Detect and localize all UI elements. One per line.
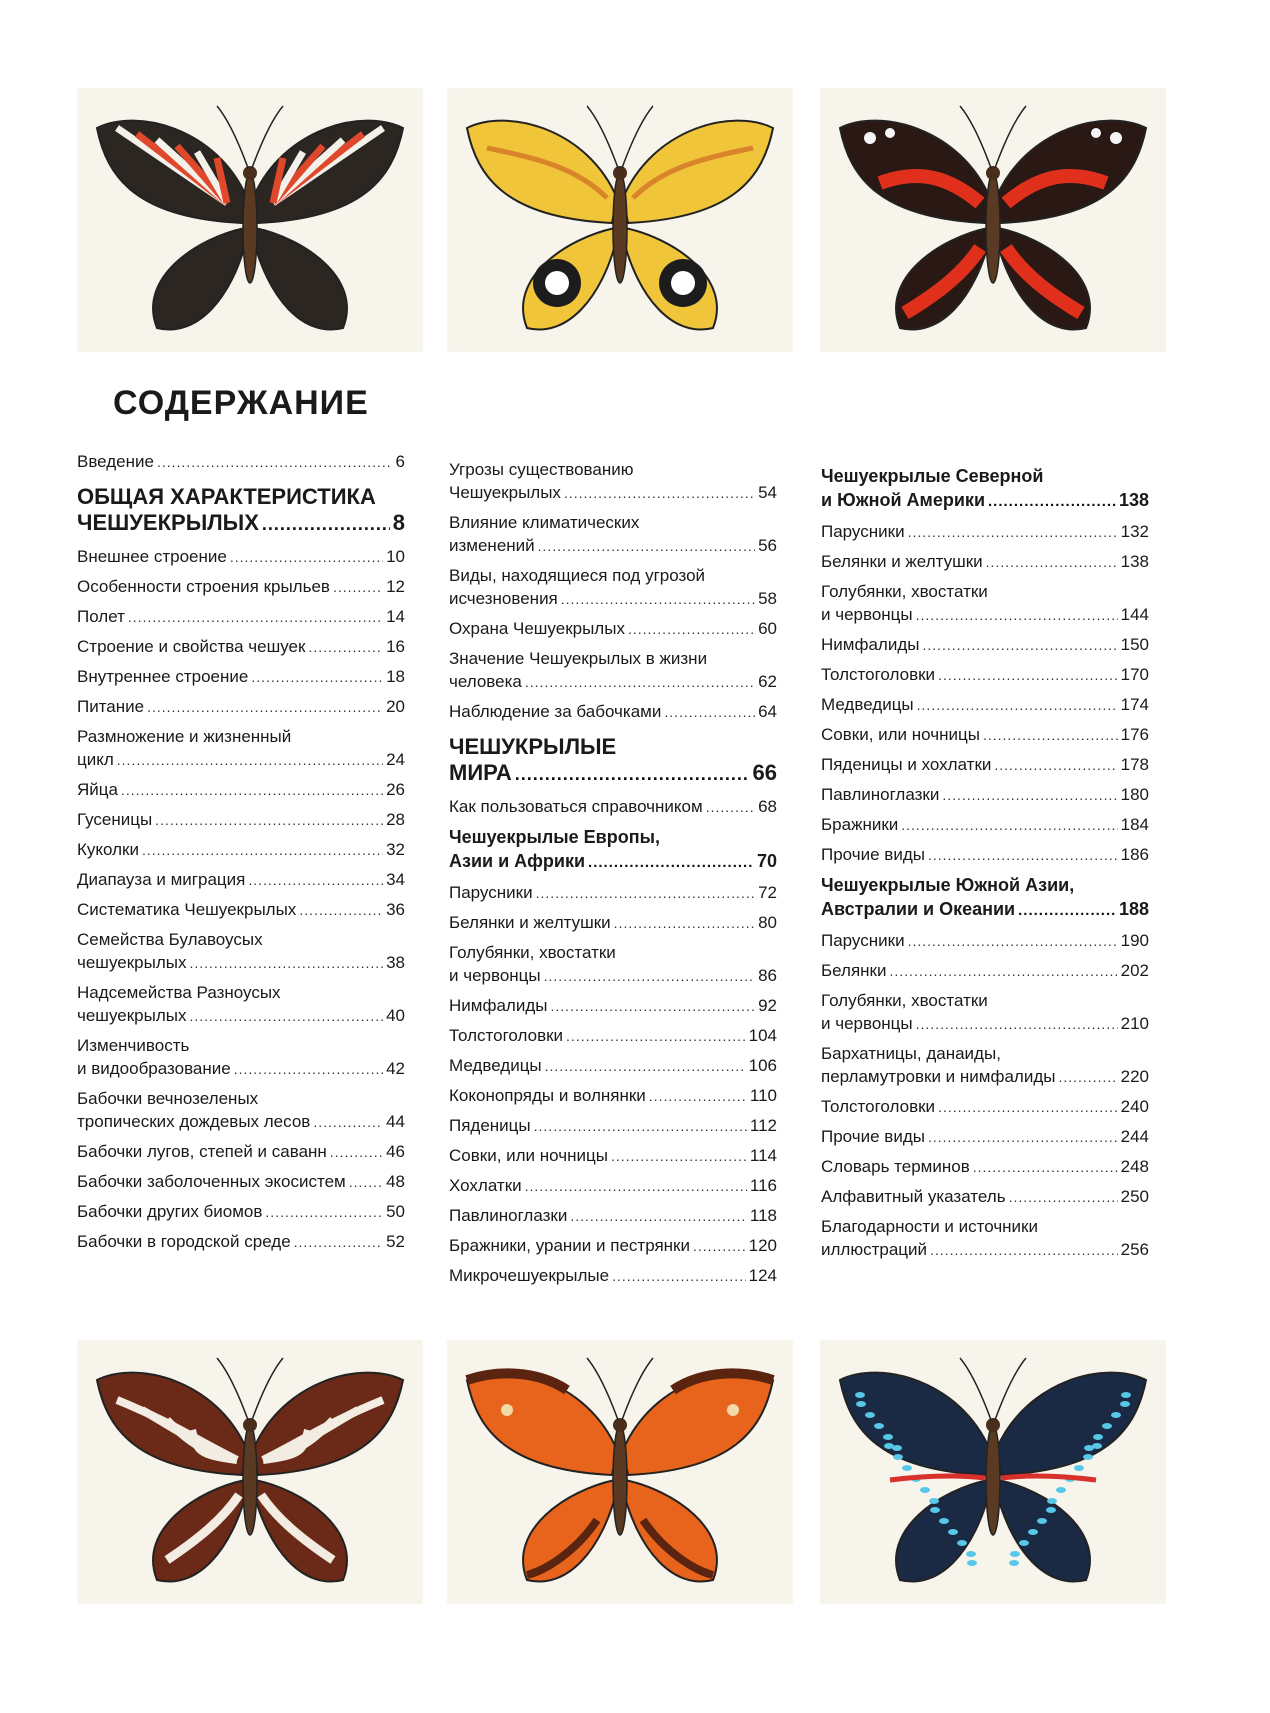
toc-page-number: 116 — [749, 1176, 777, 1195]
toc-page-number: 106 — [748, 1056, 777, 1075]
yellow-eyespot-moth-icon — [447, 88, 793, 352]
toc-page-number: 32 — [386, 840, 405, 859]
dot-leader — [706, 796, 755, 819]
toc-entry-title: Особенности строения крыльев — [77, 577, 330, 596]
dot-leader — [157, 451, 393, 474]
toc-page-number: 174 — [1120, 695, 1149, 714]
toc-page-number: 66 — [752, 760, 777, 785]
toc-page-number: 38 — [386, 953, 405, 972]
page-title: СОДЕРЖАНИЕ — [113, 384, 369, 422]
dot-leader — [973, 1156, 1118, 1179]
toc-page-number: 42 — [386, 1059, 405, 1078]
dot-leader — [142, 839, 383, 862]
toc-entry — [77, 1230, 405, 1254]
dot-leader — [525, 1175, 747, 1198]
toc-entry-title: Диапауза и миграция — [77, 870, 246, 889]
dot-leader — [1009, 1186, 1118, 1209]
toc-page-number: 50 — [386, 1202, 405, 1221]
toc-entry — [77, 635, 405, 659]
toc-entry-title-line: Чешуекрылые Европы, — [449, 827, 660, 847]
brown-banded-butterfly-icon — [77, 1340, 423, 1604]
striped-swallowtail-butterfly-icon — [77, 88, 423, 352]
dot-leader — [917, 694, 1118, 717]
toc-entry — [449, 458, 777, 505]
toc-entry-title: Белянки и желтушки — [449, 913, 611, 932]
toc-entry — [77, 665, 405, 689]
toc-page-number: 20 — [386, 697, 405, 716]
toc-page-number: 58 — [758, 589, 777, 608]
toc-entry-title: Прочие виды — [821, 1127, 925, 1146]
dot-leader — [628, 618, 755, 641]
toc-page-number: 220 — [1120, 1067, 1149, 1086]
dot-leader — [308, 636, 383, 659]
dot-leader — [230, 546, 383, 569]
toc-entry-title: Парусники — [449, 883, 533, 902]
dot-leader — [916, 604, 1118, 627]
toc-page-number: 138 — [1118, 490, 1149, 510]
toc-column-3 — [821, 458, 1149, 1268]
toc-entry — [77, 1140, 405, 1164]
toc-entry-title-line: Голубянки, хвостатки — [821, 991, 988, 1010]
toc-page-number: 118 — [749, 1206, 777, 1225]
toc-page-number: 80 — [758, 913, 777, 932]
dot-leader — [614, 912, 755, 935]
toc-page-number: 70 — [756, 851, 777, 871]
dot-leader — [128, 606, 383, 629]
dot-leader — [333, 576, 383, 599]
toc-entry-title: чешуекрылых — [77, 953, 187, 972]
dot-leader — [265, 1201, 383, 1224]
toc-page-number: 6 — [395, 452, 405, 471]
toc-entry-title: Толстоголовки — [821, 665, 936, 684]
dot-leader — [908, 521, 1118, 544]
toc-entry-title: человека — [449, 672, 522, 691]
toc-entry-title: Питание — [77, 697, 145, 716]
toc-page-number: 114 — [749, 1146, 777, 1165]
toc-entry — [449, 1144, 777, 1168]
illustration-orange-butterfly — [447, 1340, 793, 1604]
toc-entry-title: Нимфалиды — [821, 635, 920, 654]
toc-entry — [449, 795, 777, 819]
toc-page-number: 14 — [386, 607, 405, 626]
toc-page-number: 34 — [386, 870, 405, 889]
toc-entry — [821, 843, 1149, 867]
toc-entry-title: Хохлатки — [449, 1176, 522, 1195]
toc-page-number: 202 — [1120, 961, 1149, 980]
toc-entry-title: Бабочки других биомов — [77, 1202, 263, 1221]
toc-page-number: 86 — [758, 966, 777, 985]
toc-page-number: 144 — [1120, 605, 1149, 624]
dot-leader — [588, 851, 754, 875]
toc-entry-title: Парусники — [821, 522, 905, 541]
toc-entry — [821, 1042, 1149, 1089]
toc-entry-title: Полет — [77, 607, 125, 626]
toc-entry-title: Бабочки заболоченных экосистем — [77, 1172, 346, 1191]
dot-leader — [155, 809, 383, 832]
toc-page-number: 60 — [758, 619, 777, 638]
toc-page-number: 184 — [1120, 815, 1149, 834]
toc-page-number: 52 — [386, 1232, 405, 1251]
toc-entry-title: Словарь терминов — [821, 1157, 970, 1176]
toc-entry — [821, 1125, 1149, 1149]
toc-page-number: 256 — [1120, 1240, 1149, 1259]
toc-entry-title: Бабочки лугов, степей и саванн — [77, 1142, 327, 1161]
toc-entry-title-line: Угрозы существованию — [449, 460, 634, 479]
toc-entry-title: Пяденицы — [449, 1116, 531, 1135]
toc-entry — [449, 617, 777, 641]
toc-column-1 — [77, 450, 405, 1260]
dot-leader — [986, 551, 1118, 574]
dot-leader — [248, 869, 383, 892]
toc-page-number: 36 — [386, 900, 405, 919]
toc-entry-title: и видообразование — [77, 1059, 231, 1078]
toc-entry — [449, 700, 777, 724]
toc-entry-title: Прочие виды — [821, 845, 925, 864]
toc-entry-title: и червонцы — [821, 1014, 913, 1033]
dot-leader — [942, 784, 1117, 807]
toc-page-number: 150 — [1120, 635, 1149, 654]
toc-entry-title: Систематика Чешуекрылых — [77, 900, 297, 919]
blue-spotted-moth-icon — [820, 1340, 1166, 1604]
dot-leader — [349, 1171, 383, 1194]
toc-entry-title-line: Значение Чешуекрылых в жизни — [449, 649, 708, 668]
toc-entry — [77, 725, 405, 772]
dot-leader — [693, 1235, 746, 1258]
toc-page-number: 248 — [1120, 1157, 1149, 1176]
toc-entry — [449, 1084, 777, 1108]
toc-entry-title: и червонцы — [449, 966, 541, 985]
toc-entry-title: цикл — [77, 750, 114, 769]
toc-entry — [821, 1095, 1149, 1119]
toc-entry-title-line: Изменчивость — [77, 1036, 190, 1055]
toc-entry — [77, 545, 405, 569]
toc-page-number: 12 — [386, 577, 405, 596]
toc-entry — [77, 868, 405, 892]
toc-entry — [821, 1185, 1149, 1209]
toc-entry-title: Толстоголовки — [449, 1026, 564, 1045]
orange-tortoiseshell-butterfly-icon — [447, 1340, 793, 1604]
toc-entry-title: изменений — [449, 536, 535, 555]
dot-leader — [534, 1115, 747, 1138]
toc-page-number: 26 — [386, 780, 405, 799]
toc-entry-title-line: ЧЕШУКРЫЛЫЕ — [449, 734, 617, 759]
dot-leader — [147, 696, 383, 719]
toc-entry-title: исчезновения — [449, 589, 558, 608]
toc-entry — [77, 605, 405, 629]
illustration-striped-butterfly — [77, 88, 423, 352]
toc-entry — [821, 989, 1149, 1036]
toc-entry — [77, 575, 405, 599]
toc-entry — [77, 981, 405, 1028]
toc-entry — [449, 1264, 777, 1288]
dot-leader — [564, 482, 755, 505]
dot-leader — [612, 1265, 746, 1288]
toc-entry — [449, 1114, 777, 1138]
toc-page-number: 16 — [386, 637, 405, 656]
toc-section-heading — [821, 464, 1149, 514]
toc-entry — [821, 663, 1149, 687]
toc-entry — [449, 1204, 777, 1228]
toc-page-number: 48 — [386, 1172, 405, 1191]
toc-entry-title-line: Бархатницы, данаиды, — [821, 1044, 1001, 1063]
toc-entry — [821, 753, 1149, 777]
dot-leader — [536, 882, 756, 905]
toc-entry-title: Как пользоваться справочником — [449, 797, 703, 816]
toc-page-number: 62 — [758, 672, 777, 691]
toc-entry — [821, 959, 1149, 983]
dot-leader — [1058, 1066, 1117, 1089]
toc-entry-title: Парусники — [821, 931, 905, 950]
toc-entry — [821, 520, 1149, 544]
dot-leader — [234, 1058, 383, 1081]
toc-entry — [449, 911, 777, 935]
dot-leader — [664, 701, 755, 724]
toc-page-number: 18 — [386, 667, 405, 686]
dot-leader — [566, 1025, 746, 1048]
toc-page-number: 210 — [1120, 1014, 1149, 1033]
toc-page-number: 44 — [386, 1112, 405, 1131]
toc-entry-title: Яйца — [77, 780, 118, 799]
toc-entry-title: Пяденицы и хохлатки — [821, 755, 992, 774]
toc-entry — [449, 564, 777, 611]
toc-page-number: 178 — [1120, 755, 1149, 774]
toc-entry-title: Толстоголовки — [821, 1097, 936, 1116]
toc-page-number: 28 — [386, 810, 405, 829]
dot-leader — [983, 724, 1118, 747]
toc-entry — [821, 693, 1149, 717]
dot-leader — [515, 761, 750, 787]
toc-section-heading — [821, 873, 1149, 923]
toc-entry-title: Внутреннее строение — [77, 667, 249, 686]
toc-entry-title-line: Благодарности и источники — [821, 1217, 1038, 1236]
toc-entry — [821, 813, 1149, 837]
toc-entry-title: чешуекрылых — [77, 1006, 187, 1025]
toc-entry-title: Нимфалиды — [449, 996, 548, 1015]
toc-entry-title-line: Голубянки, хвостатки — [449, 943, 616, 962]
dot-leader — [544, 965, 755, 988]
toc-page-number: 54 — [758, 483, 777, 502]
toc-entry — [77, 1170, 405, 1194]
dot-leader — [545, 1055, 746, 1078]
dot-leader — [928, 844, 1118, 867]
toc-entry-title: Павлиноглазки — [821, 785, 940, 804]
dot-leader — [117, 749, 383, 772]
toc-entry — [77, 808, 405, 832]
toc-page-number: 240 — [1120, 1097, 1149, 1116]
toc-page-number: 40 — [386, 1006, 405, 1025]
dot-leader — [525, 671, 755, 694]
dot-leader — [938, 664, 1118, 687]
dot-leader — [994, 754, 1117, 777]
dot-leader — [1018, 899, 1116, 923]
dot-leader — [550, 995, 755, 1018]
toc-entry — [77, 450, 405, 474]
toc-entry — [821, 723, 1149, 747]
toc-entry-title: и червонцы — [821, 605, 913, 624]
dot-leader — [570, 1205, 747, 1228]
toc-page-number: 8 — [392, 510, 405, 535]
toc-entry — [77, 1087, 405, 1134]
toc-entry-title: Павлиноглазки — [449, 1206, 568, 1225]
toc-entry-title-line: ОБЩАЯ ХАРАКТЕРИСТИКА — [77, 484, 376, 509]
red-admiral-butterfly-icon — [820, 88, 1166, 352]
toc-page-number: 46 — [386, 1142, 405, 1161]
toc-entry-title: Охрана Чешуекрылых — [449, 619, 625, 638]
toc-entry — [449, 881, 777, 905]
toc-entry — [821, 1215, 1149, 1262]
toc-entry-title: Микрочешуекрылые — [449, 1266, 610, 1285]
toc-entry-title-line: Виды, находящиеся под угрозой — [449, 566, 706, 585]
dot-leader — [189, 1005, 383, 1028]
toc-entry — [449, 994, 777, 1018]
dot-leader — [189, 952, 383, 975]
toc-entry-title-line: Надсемейства Разноусых — [77, 983, 281, 1002]
toc-entry-title: Белянки и желтушки — [821, 552, 983, 571]
toc-entry — [77, 778, 405, 802]
toc-entry-title-line: Семейства Булавоусых — [77, 930, 263, 949]
toc-entry-title: Введение — [77, 452, 154, 471]
toc-entry-title: Медведицы — [821, 695, 914, 714]
dot-leader — [538, 535, 755, 558]
toc-entry — [821, 1155, 1149, 1179]
toc-entry-title: Наблюдение за бабочками — [449, 702, 662, 721]
dot-leader — [928, 1126, 1118, 1149]
toc-entry-title: Австралии и Океании — [821, 899, 1016, 919]
toc-page-number: 92 — [758, 996, 777, 1015]
toc-entry — [449, 647, 777, 694]
dot-leader — [561, 588, 755, 611]
dot-leader — [922, 634, 1117, 657]
toc-page-number: 138 — [1120, 552, 1149, 571]
toc-entry-title: Азии и Африки — [449, 851, 586, 871]
toc-entry — [449, 1174, 777, 1198]
dot-leader — [313, 1111, 383, 1134]
toc-entry-title: тропических дождевых лесов — [77, 1112, 311, 1131]
illustration-red-admiral — [820, 88, 1166, 352]
toc-entry-title: Бражники, урании и пестрянки — [449, 1236, 690, 1255]
dot-leader — [121, 779, 383, 802]
toc-page-number: 188 — [1118, 899, 1149, 919]
dot-leader — [908, 930, 1118, 953]
dot-leader — [330, 1141, 383, 1164]
toc-page-number: 190 — [1120, 931, 1149, 950]
dot-leader — [611, 1145, 747, 1168]
dot-leader — [938, 1096, 1118, 1119]
toc-entry-title: Чешуекрылых — [449, 483, 561, 502]
toc-entry — [449, 941, 777, 988]
dot-leader — [262, 511, 390, 537]
dot-leader — [649, 1085, 747, 1108]
toc-entry-title: иллюстраций — [821, 1240, 928, 1259]
dot-leader — [890, 960, 1118, 983]
toc-entry — [449, 1024, 777, 1048]
dot-leader — [930, 1239, 1118, 1262]
toc-entry — [821, 929, 1149, 953]
toc-page-number: 250 — [1120, 1187, 1149, 1206]
toc-entry — [821, 633, 1149, 657]
toc-column-2 — [449, 458, 777, 1294]
toc-section-heading — [77, 484, 405, 537]
toc-page-number: 64 — [758, 702, 777, 721]
toc-entry — [77, 695, 405, 719]
toc-page-number: 244 — [1120, 1127, 1149, 1146]
toc-entry-title: МИРА — [449, 760, 512, 785]
illustration-yellow-moth — [447, 88, 793, 352]
toc-entry-title-line: Голубянки, хвостатки — [821, 582, 988, 601]
toc-entry — [77, 838, 405, 862]
toc-entry-title-line: Бабочки вечнозеленых — [77, 1089, 259, 1108]
toc-section-heading — [449, 734, 777, 787]
toc-entry — [821, 580, 1149, 627]
illustration-blue-moth — [820, 1340, 1166, 1604]
toc-page-number: 180 — [1120, 785, 1149, 804]
toc-entry-title: Медведицы — [449, 1056, 542, 1075]
toc-entry-title: Внешнее строение — [77, 547, 227, 566]
toc-entry-title: Бабочки в городской среде — [77, 1232, 291, 1251]
toc-entry-title: Совки, или ночницы — [449, 1146, 608, 1165]
toc-entry-title-line: Чешуекрылые Северной — [821, 466, 1044, 486]
toc-entry — [77, 898, 405, 922]
toc-entry-title: Коконопряды и волнянки — [449, 1086, 646, 1105]
toc-entry — [77, 1034, 405, 1081]
toc-section-heading — [449, 825, 777, 875]
toc-entry-title: Совки, или ночницы — [821, 725, 980, 744]
toc-page-number: 104 — [748, 1026, 777, 1045]
toc-page-number: 120 — [748, 1236, 777, 1255]
toc-entry-title-line: Чешуекрылые Южной Азии, — [821, 875, 1075, 895]
dot-leader — [916, 1013, 1118, 1036]
dot-leader — [901, 814, 1117, 837]
toc-entry-title: и Южной Америки — [821, 490, 986, 510]
toc-entry-title: Белянки — [821, 961, 887, 980]
toc-entry-title: перламутровки и нимфалиды — [821, 1067, 1056, 1086]
toc-entry-title: Алфавитный указатель — [821, 1187, 1006, 1206]
toc-page-number: 124 — [748, 1266, 777, 1285]
toc-entry — [821, 550, 1149, 574]
toc-page-number: 68 — [758, 797, 777, 816]
dot-leader — [251, 666, 383, 689]
toc-entry — [449, 511, 777, 558]
dot-leader — [299, 899, 383, 922]
toc-page-number: 132 — [1120, 522, 1149, 541]
toc-entry — [449, 1234, 777, 1258]
toc-entry-title: Куколки — [77, 840, 139, 859]
toc-entry — [821, 783, 1149, 807]
toc-page-number: 24 — [386, 750, 405, 769]
toc-page-number: 56 — [758, 536, 777, 555]
toc-entry — [77, 1200, 405, 1224]
dot-leader — [294, 1231, 383, 1254]
toc-page-number: 176 — [1120, 725, 1149, 744]
toc-page-number: 110 — [749, 1086, 777, 1105]
toc-entry-title-line: Размножение и жизненный — [77, 727, 292, 746]
toc-page-number: 112 — [749, 1116, 777, 1135]
toc-entry — [77, 928, 405, 975]
toc-entry-title: Бражники — [821, 815, 899, 834]
dot-leader — [988, 490, 1116, 514]
toc-page-number: 170 — [1120, 665, 1149, 684]
toc-entry-title: ЧЕШУЕКРЫЛЫХ — [77, 510, 259, 535]
toc-entry-title-line: Влияние климатических — [449, 513, 640, 532]
toc-page-number: 10 — [386, 547, 405, 566]
toc-entry — [449, 1054, 777, 1078]
toc-page-number: 186 — [1120, 845, 1149, 864]
toc-entry-title: Строение и свойства чешуек — [77, 637, 306, 656]
illustration-brown-butterfly — [77, 1340, 423, 1604]
toc-page-number: 72 — [758, 883, 777, 902]
toc-entry-title: Гусеницы — [77, 810, 153, 829]
